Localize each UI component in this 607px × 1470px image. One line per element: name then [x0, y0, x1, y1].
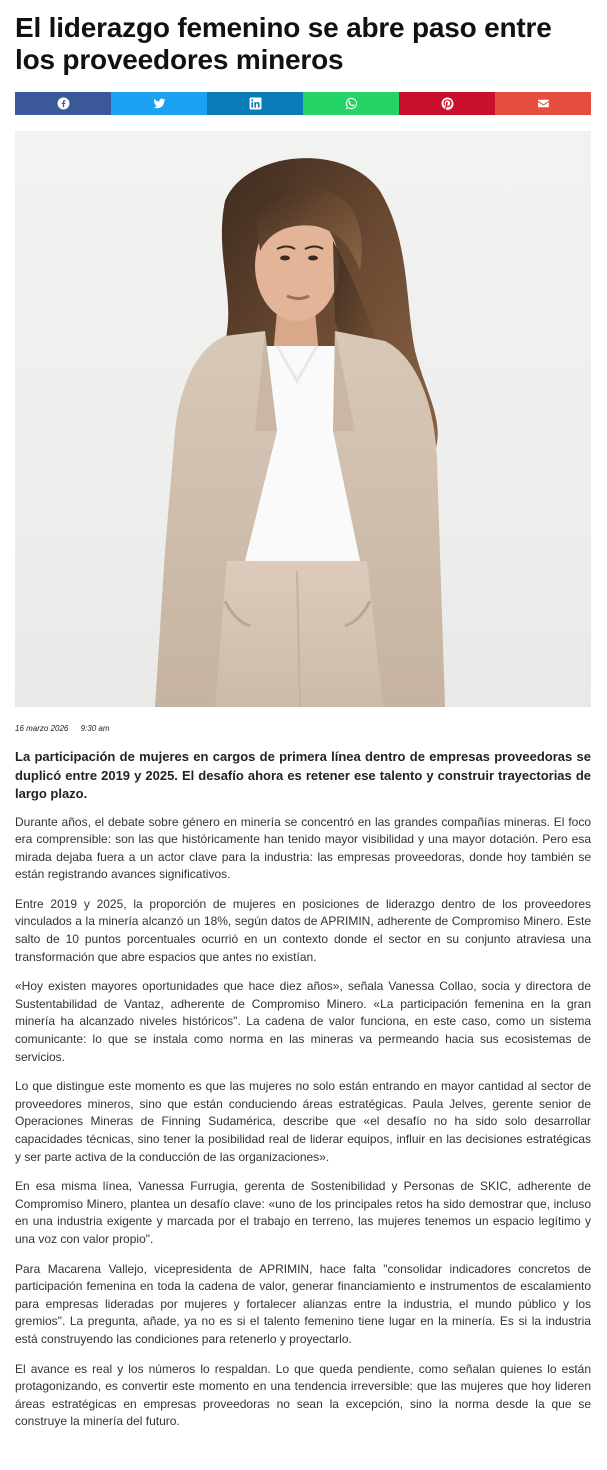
article-date: 16 marzo 2026: [15, 724, 69, 733]
woman-in-beige-suit-photo: [15, 131, 591, 707]
article-paragraph: Entre 2019 y 2025, la proporción de mujeres en posiciones de liderazgo dentro de los proveedores vinculados a la minería alcanzó un 18%, según datos de APRIMIN, adherente de Compromiso Minero. Este salto de 10 puntos porcentuales ocurrió en un contexto donde el sector en su conjunto atraviesa una transformación que abre espacios que antes no existían.: [15, 896, 591, 964]
article-body: [15, 814, 591, 1431]
article-paragraph: El avance es real y los números lo respaldan. Lo que queda pendiente, como señalan quienes lo están protagonizando, es convertir este momento en una tendencia irreversible: que las mujeres que hoy lideren áreas estratégicas en empresas proveedoras no sean la excepción, sino la norma desde la que se construye la minería del futuro.: [15, 1361, 591, 1429]
share-bar: [15, 92, 591, 115]
hero-image: [15, 131, 591, 707]
pinterest-icon: [441, 97, 454, 110]
share-twitter-button[interactable]: [111, 92, 207, 115]
article-title: El liderazgo femenino se abre paso entre los proveedores mineros: [15, 12, 552, 75]
article: [15, 0, 591, 1431]
share-whatsapp-button[interactable]: [303, 92, 399, 115]
share-email-button[interactable]: [495, 92, 591, 115]
linkedin-icon: [249, 97, 262, 110]
share-pinterest-button[interactable]: [399, 92, 495, 115]
email-icon: [537, 97, 550, 110]
share-linkedin-button[interactable]: [207, 92, 303, 115]
article-paragraph: Durante años, el debate sobre género en minería se concentró en las grandes compañías mineras. El foco era comprensible: son las que históricamente han tenido mayor visibilidad y una mayor dotación. Pero esa mirada dejaba fuera a un actor clave para la industria: las empresas proveedoras, donde hoy también se están registrando avances significativos.: [15, 814, 591, 882]
article-paragraph: «Hoy existen mayores oportunidades que hace diez años», señala Vanessa Collao, socia y directora de Sustentabilidad de Vantaz, adherente de Compromiso Minero. «La participación femenina en la gran minería ha alcanzado niveles históricos". La cadena de valor funciona, en este caso, como un sistema comunicante: lo que se instala como norma en las mineras va permeando hacia sus ecosistemas de servicios.: [15, 979, 591, 1064]
article-paragraph: Lo que distingue este momento es que las mujeres no solo están entrando en mayor cantidad al sector de proveedores mineros, sino que están conduciendo áreas estratégicas. Paula Jelves, gerente senior de Operaciones Mineras de Finning Sudamérica, describe que «el desafío no ha sido solo desarrollar capacidades técnicas, sino tener la posibilidad real de liderar equipos, influir en las decisiones estratégicas y ser parte activa de la conducción de las organizaciones».: [15, 1079, 591, 1164]
facebook-icon: [57, 97, 70, 110]
article-lead: La participación de mujeres en cargos de primera línea dentro de empresas proveedoras se duplicó entre 2019 y 2025. El desafío ahora es retener ese talento y construir trayectorias de largo plazo.: [15, 749, 591, 801]
article-paragraph: En esa misma línea, Vanessa Furrugia, gerenta de Sostenibilidad y Personas de SKIC, adherente de Compromiso Minero, plantea un desafío clave: «uno de los principales retos ha sido demostrar que, incluso en una industria exigente y marcada por el trabajo en terreno, las mujeres tenemos un espacio legítimo y una voz con valor propio".: [15, 1179, 591, 1246]
twitter-icon: [153, 97, 166, 110]
article-paragraph: Para Macarena Vallejo, vicepresidenta de APRIMIN, hace falta "consolidar indicadores concretos de participación femenina en toda la cadena de valor, generar financiamiento e instrumentos de escalamiento para empresas lideradas por mujeres y fortalecer alianzas entre la industria, el mundo público y los gremios". La pregunta, añade, ya no es si el talento femenino tiene lugar en la minería. Es si la industria está construyendo las condiciones para retenerlo y proyectarlo.: [15, 1261, 591, 1346]
share-facebook-button[interactable]: [15, 92, 111, 115]
whatsapp-icon: [345, 97, 358, 110]
article-time: 9:30 am: [80, 724, 110, 733]
article-meta: [15, 724, 591, 734]
